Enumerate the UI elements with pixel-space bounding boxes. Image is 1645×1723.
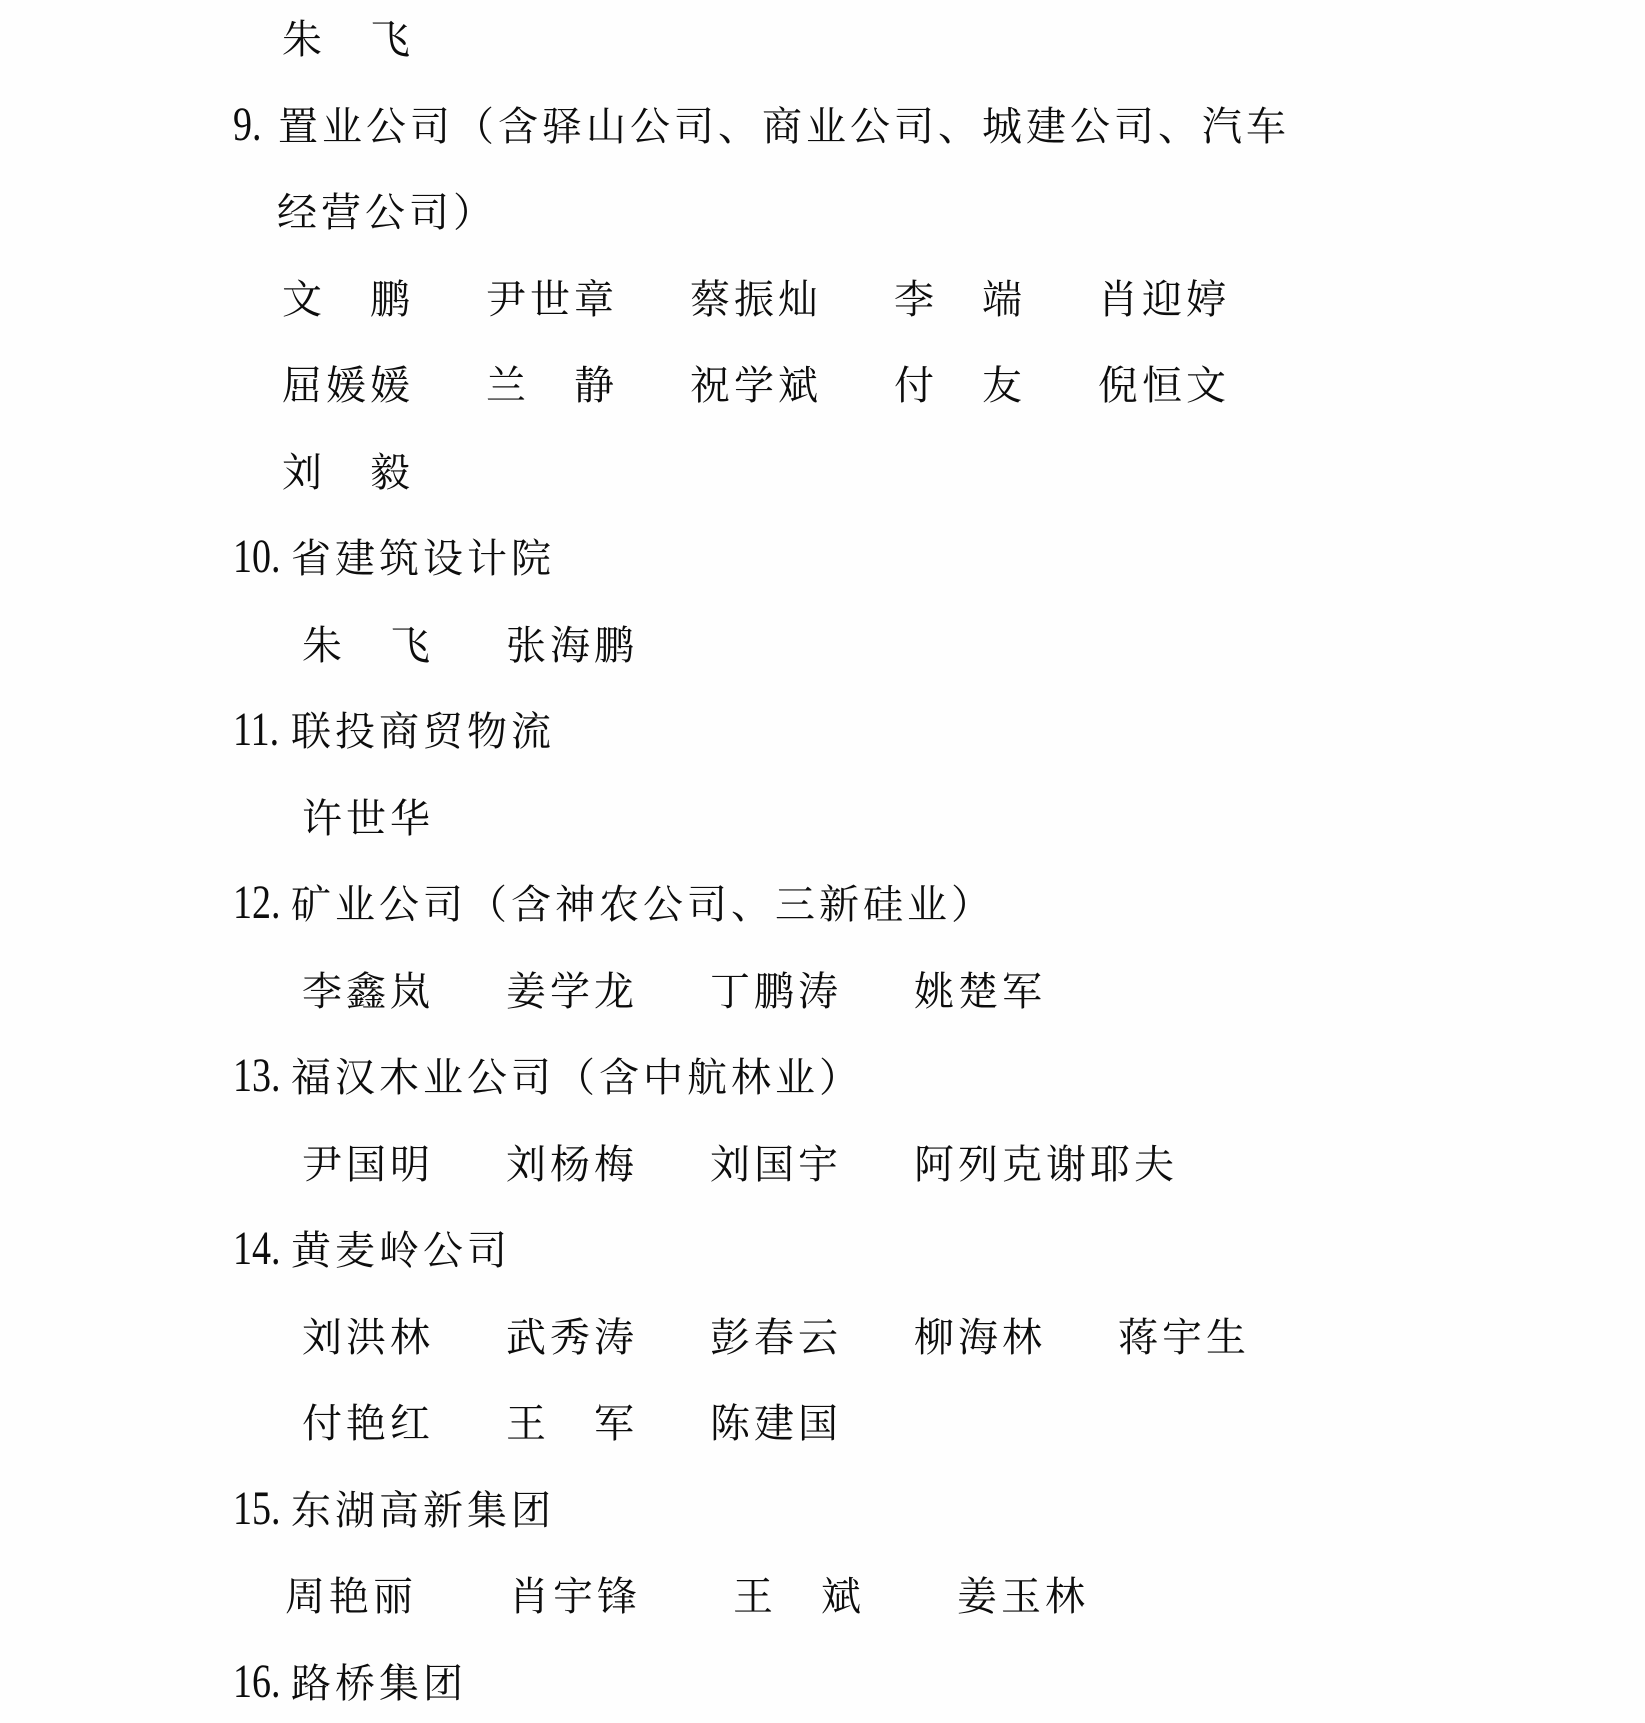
item-13-name-row-1 (302, 1141, 1178, 1189)
item-14-number: 14. (233, 1222, 281, 1276)
item-9-name-row-1 (282, 276, 1230, 324)
item-12-name-row-1 (302, 968, 1046, 1016)
item-13-company-title: 福汉木业公司（含中航林业） (291, 1055, 863, 1100)
person-name: 付 友 (894, 363, 1026, 408)
item-13-number: 13. (233, 1049, 281, 1103)
person-name: 王 斌 (733, 1574, 865, 1619)
carryover-name-row (282, 16, 414, 64)
person-name: 许世华 (302, 796, 434, 841)
person-name: 武秀涛 (506, 1315, 638, 1360)
person-name: 阿列克谢耶夫 (914, 1142, 1178, 1187)
person-name: 朱 飞 (302, 623, 434, 668)
item-16-company-title: 路桥集团 (291, 1661, 467, 1706)
item-9-company-title: 置业公司（含驿山公司、商业公司、城建公司、汽车 (278, 104, 1290, 149)
item-10-name-row-1 (302, 622, 638, 670)
item-14-name-row-2 (302, 1400, 842, 1448)
person-name: 兰 静 (486, 363, 618, 408)
person-name: 倪恒文 (1098, 363, 1230, 408)
person-name: 文 鹏 (282, 277, 414, 322)
item-15-company-title: 东湖高新集团 (291, 1488, 555, 1533)
person-name: 姜学龙 (506, 969, 638, 1014)
item-10-number: 10. (233, 530, 281, 584)
item-10-heading (233, 530, 555, 584)
person-name: 尹国明 (302, 1142, 434, 1187)
person-name: 李 端 (894, 277, 1026, 322)
person-name: 尹世章 (486, 277, 618, 322)
person-name: 张海鹏 (506, 623, 638, 668)
person-name: 姜玉林 (957, 1574, 1089, 1619)
item-11-company-title: 联投商贸物流 (291, 709, 555, 754)
person-name: 陈建国 (710, 1401, 842, 1446)
person-name: 丁鹏涛 (710, 969, 842, 1014)
person-name: 周艳丽 (285, 1574, 417, 1619)
item-9-number: 9. (233, 98, 262, 152)
person-name: 王 军 (506, 1401, 638, 1446)
item-15-heading (233, 1482, 555, 1536)
item-9-title-continuation: 经营公司） (277, 190, 497, 235)
item-9-heading (233, 98, 1290, 152)
item-12-number: 12. (233, 876, 281, 930)
item-13-heading (233, 1049, 863, 1103)
person-name: 付艳红 (302, 1401, 434, 1446)
item-11-heading (233, 703, 555, 757)
item-15-name-row-1 (285, 1573, 1089, 1621)
item-9-name-row-3 (282, 449, 414, 497)
person-name: 姚楚军 (914, 969, 1046, 1014)
person-name: 祝学斌 (690, 363, 822, 408)
item-14-company-title: 黄麦岭公司 (291, 1228, 511, 1273)
person-name: 刘杨梅 (506, 1142, 638, 1187)
person-name: 蔡振灿 (690, 277, 822, 322)
item-10-company-title: 省建筑设计院 (291, 536, 555, 581)
item-12-company-title: 矿业公司（含神农公司、三新硅业） (291, 882, 995, 927)
person-name: 肖宇锋 (509, 1574, 641, 1619)
item-16-heading (233, 1655, 467, 1709)
item-15-number: 15. (233, 1482, 281, 1536)
person-name: 刘洪林 (302, 1315, 434, 1360)
person-name: 柳海林 (914, 1315, 1046, 1360)
person-name: 朱 飞 (282, 17, 414, 62)
person-name: 肖迎婷 (1098, 277, 1230, 322)
person-name: 彭春云 (710, 1315, 842, 1360)
person-name: 李鑫岚 (302, 969, 434, 1014)
person-name: 屈媛媛 (282, 363, 414, 408)
item-9-name-row-2 (282, 362, 1230, 410)
item-14-heading (233, 1222, 511, 1276)
person-name: 蒋宇生 (1118, 1315, 1250, 1360)
person-name: 刘国宇 (710, 1142, 842, 1187)
item-14-name-row-1 (302, 1314, 1250, 1362)
person-name: 刘 毅 (282, 450, 414, 495)
item-11-number: 11. (233, 703, 280, 757)
item-11-name-row-1 (302, 795, 434, 843)
item-12-heading (233, 876, 995, 930)
item-16-number: 16. (233, 1655, 281, 1709)
